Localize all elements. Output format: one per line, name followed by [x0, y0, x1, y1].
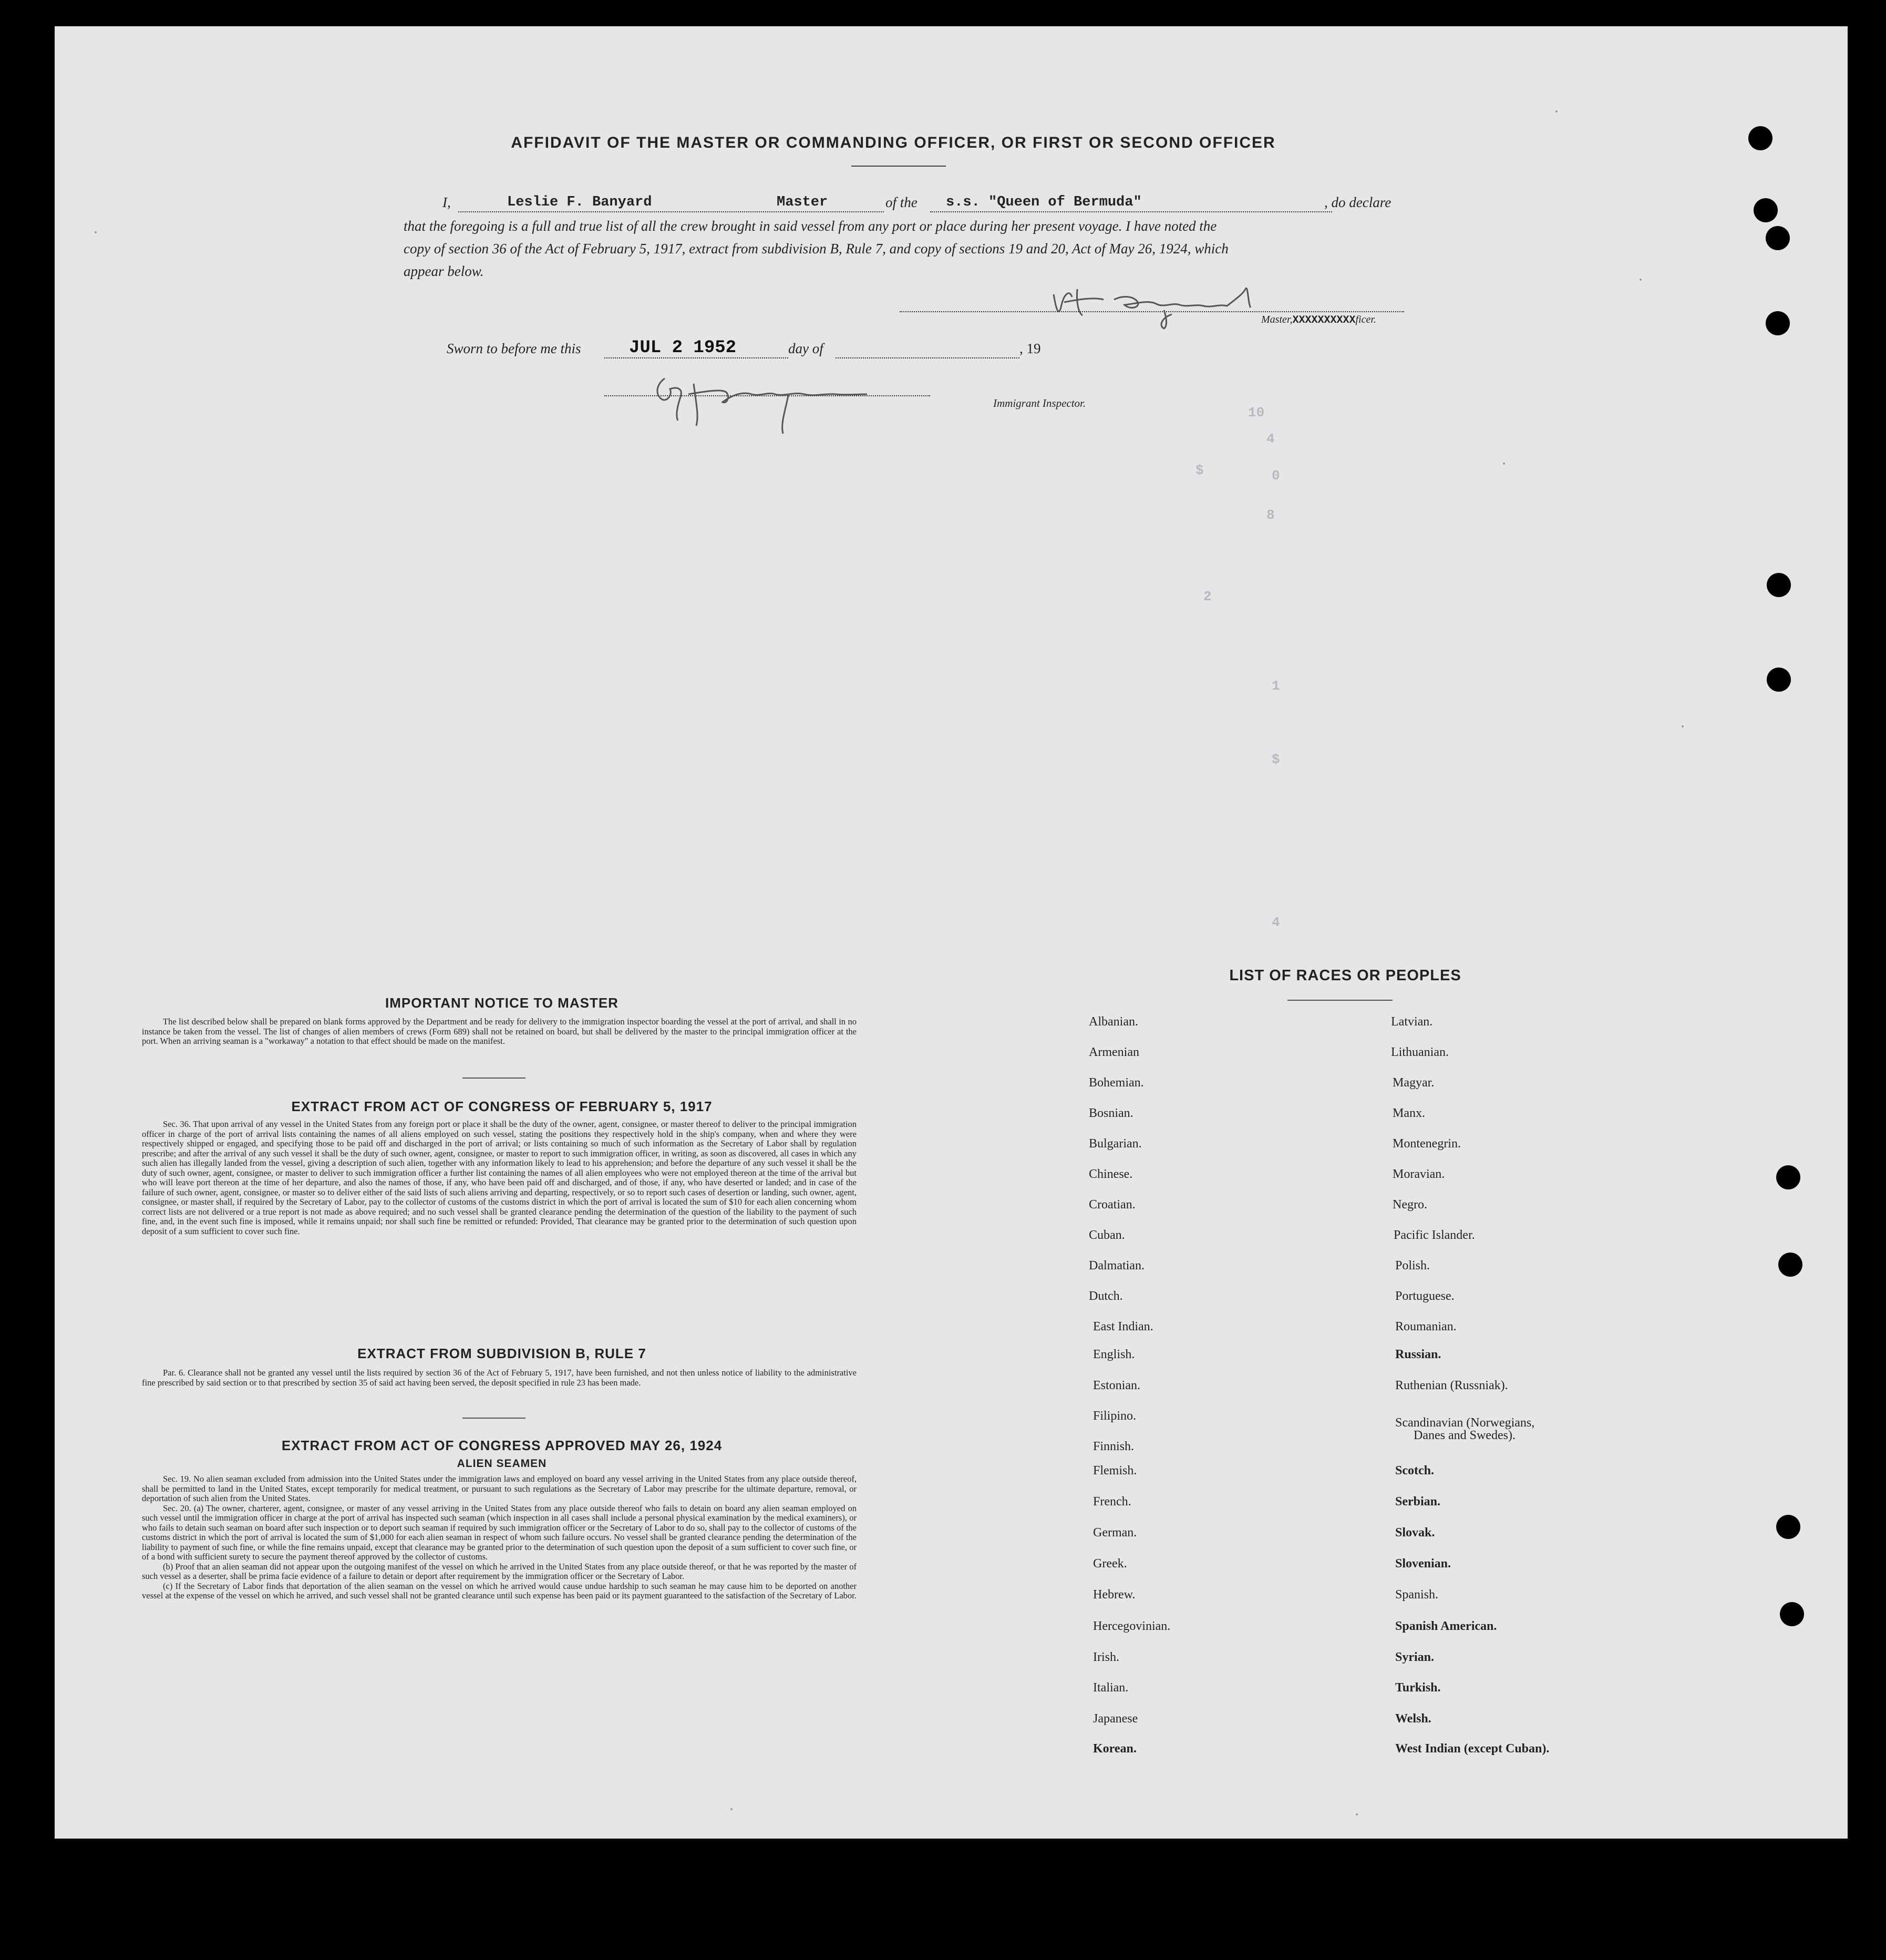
- race-right: Welsh.: [1395, 1712, 1431, 1726]
- race-right: Moravian.: [1393, 1167, 1445, 1181]
- race-left: German.: [1093, 1526, 1137, 1540]
- title-underline: [851, 166, 946, 167]
- race-left: Finnish.: [1093, 1440, 1135, 1453]
- race-right: Turkish.: [1395, 1681, 1441, 1695]
- race-left: Filipino.: [1093, 1409, 1137, 1423]
- bleed-through-mark: 1: [1272, 678, 1280, 694]
- race-right: Latvian.: [1391, 1015, 1433, 1029]
- race-right: Serbian.: [1395, 1495, 1441, 1509]
- section-divider: [462, 1078, 525, 1079]
- sworn-label: Sworn to before me this: [447, 341, 581, 356]
- notice-heading: IMPORTANT NOTICE TO MASTER: [385, 995, 619, 1011]
- declaration-line-1: that the foregoing is a full and true list of all the crew brought in said vessel from any port or place during her present voyage. I have noted the: [404, 218, 1217, 234]
- race-right: Slovak.: [1395, 1526, 1435, 1540]
- punch-hole: [1767, 573, 1791, 597]
- day-of-label: day of: [788, 341, 823, 356]
- notice-paragraph: The list described below shall be prepared on blank forms approved by the Department and be ready for delivery to the immigration inspector boarding the vessel at the port of arrival, and shall in no instance be taken from the vessel. The list of changes of alien members of crews (Form 689) shall not be retained on board, but shall be delivered by the master to the principal immigration officer at the port. When an arriving seaman is a "workaway" a notation to that effect should be made on the manifest.: [142, 1017, 857, 1046]
- rule-7-heading: EXTRACT FROM SUBDIVISION B, RULE 7: [357, 1346, 646, 1361]
- race-right: Slovenian.: [1395, 1557, 1451, 1571]
- sworn-date-stamp: JUL 2 1952: [629, 338, 737, 358]
- punch-hole: [1748, 126, 1772, 150]
- race-right: West Indian (except Cuban).: [1395, 1742, 1550, 1756]
- race-right: Scotch.: [1395, 1464, 1434, 1477]
- race-left: Bosnian.: [1089, 1106, 1133, 1120]
- sec-20a-paragraph: Sec. 20. (a) The owner, charterer, agent, consignee, or master of any vessel arriving in the United States from any place outside thereof who fails to detain on board any alien seaman employed on such vessel until the immigration officer in charge at the port of arrival has inspected such seaman (which inspection in all cases shall include a personal physical examination by the medical examiners), or who fails to detain such seaman on board after such inspection or to deport such seaman if required by such immigration officer or the Secretary of Labor to do so, shall pay to the collector of customs of the customs district in which the port of arrival is located the sum of $1,000 for each alien seaman in respect of whom such failure occurs. No vessel shall be granted clearance pending the determination of the liability to payment of such fine, or while the fine remains unpaid, except that clearance may be granted prior to the determination of such question upon the deposit of a sum sufficient to cover such fine, or of a bond with sufficient surety to secure the payment thereof approved by the collector of customs.: [142, 1503, 857, 1562]
- sec-20b-paragraph: (b) Proof that an alien seaman did not appear upon the outgoing manifest of the vessel on which he arrived in the United States from any place outside thereof, or that he was reported by the master of such vessel as a deserter, shall be prima facie evidence of a failure to detain or deport after requirement by the immigration officer or the Secretary of Labor.: [142, 1561, 857, 1581]
- race-left: Korean.: [1093, 1742, 1137, 1756]
- of-the-label: of the: [885, 194, 918, 210]
- bleed-through-mark: 4: [1272, 915, 1280, 930]
- master-name: Leslie F. Banyard: [507, 194, 652, 210]
- race-right: Scandinavian (Norwegians,: [1395, 1416, 1535, 1430]
- bleed-through-mark: 2: [1203, 589, 1212, 604]
- sec-19-paragraph: Sec. 19. No alien seaman excluded from admission into the United States under the immigration laws and employed on board any vessel arriving in the United States from any place outside thereof, shall be permitted to land in the United States, except temporarily for medical treatment, or pursuant to such regulations as the Secretary of Labor may prescribe for the ultimate departure, removal, or deportation of such alien from the United States.: [142, 1474, 857, 1503]
- race-left: Chinese.: [1089, 1167, 1133, 1181]
- master-caption-prefix: Master,: [1261, 314, 1293, 325]
- paper-speck: [1503, 463, 1505, 465]
- act-1924-text: [142, 1474, 857, 1601]
- paper-speck: [1640, 279, 1642, 281]
- race-right: Montenegrin.: [1393, 1137, 1461, 1151]
- struck-out-title: XXXXXXXXXX: [1292, 314, 1356, 326]
- race-left: French.: [1093, 1495, 1131, 1509]
- race-right: Negro.: [1393, 1198, 1427, 1212]
- master-rank: Master: [777, 194, 828, 210]
- races-title: LIST OF RACES OR PEOPLES: [1229, 967, 1461, 984]
- race-left: Estonian.: [1093, 1379, 1140, 1392]
- paper-speck: [1555, 110, 1558, 112]
- race-left: Armenian: [1089, 1045, 1139, 1059]
- race-right: Polish.: [1395, 1259, 1430, 1273]
- race-left: Hebrew.: [1093, 1588, 1136, 1602]
- punch-hole: [1767, 668, 1791, 692]
- inspector-signature: [646, 363, 893, 436]
- races-title-underline: [1287, 1000, 1393, 1001]
- paper-speck: [730, 1808, 733, 1810]
- race-right: Ruthenian (Russniak).: [1395, 1379, 1508, 1392]
- race-left: East Indian.: [1093, 1320, 1153, 1333]
- paper-speck: [95, 231, 97, 233]
- race-left: Irish.: [1093, 1650, 1119, 1664]
- race-left: Italian.: [1093, 1681, 1129, 1695]
- affidavit-title: AFFIDAVIT OF THE MASTER OR COMMANDING OFFICER, OR FIRST OR SECOND OFFICER: [511, 134, 1276, 151]
- bleed-through-mark: 8: [1266, 507, 1275, 523]
- bleed-through-mark: 4: [1266, 431, 1275, 447]
- race-right: Manx.: [1393, 1106, 1425, 1120]
- race-right: Spanish American.: [1395, 1619, 1497, 1633]
- bleed-through-mark: 0: [1272, 468, 1280, 484]
- race-right: Spanish.: [1395, 1588, 1439, 1602]
- race-left: Bulgarian.: [1089, 1137, 1142, 1151]
- bleed-through-mark: 10: [1248, 405, 1265, 420]
- par-6-paragraph: Par. 6. Clearance shall not be granted any vessel until the lists required by section 36 of the Act of February 5, 1917, have been furnished, and not then unless notice of liability to the administrative fine prescribed by said section or to that prescribed by section 35 of said act having been served, the deposit specified in rule 23 has been made.: [142, 1368, 857, 1388]
- master-signature: [1046, 273, 1266, 331]
- race-left: Dalmatian.: [1089, 1259, 1145, 1273]
- race-left: Bohemian.: [1089, 1076, 1144, 1090]
- race-left: Albanian.: [1089, 1015, 1138, 1029]
- punch-hole: [1780, 1602, 1804, 1626]
- race-left: Cuban.: [1089, 1228, 1125, 1242]
- act-1917-heading: EXTRACT FROM ACT OF CONGRESS OF FEBRUARY 5, 1917: [291, 1099, 713, 1114]
- race-right: Pacific Islander.: [1394, 1228, 1475, 1242]
- race-left: Flemish.: [1093, 1464, 1137, 1477]
- year-label: , 19: [1019, 341, 1041, 356]
- race-right: Syrian.: [1395, 1650, 1435, 1664]
- vessel-name: s.s. "Queen of Bermuda": [946, 194, 1142, 210]
- sec-36-paragraph: Sec. 36. That upon arrival of any vessel in the United States from any foreign port or place it shall be the duty of the owner, agent, consignee, or master thereof to deliver to the principal immigration officer in charge of the port of arrival lists containing the names of all aliens employed on such vessel, stating the positions they respectively hold in the ship's company, when and where they were respectively shipped or engaged, and specifying those to be paid off and discharged in the port of arrival; or lists containing so much of such information as the Secretary of Labor shall by regulation prescribe; and after the arrival of any such vessel it shall be the duty of such owner, agent, consignee, or master to report to such immigration officer, in writing, as soon as discovered, all cases in which any such alien has illegally landed from the vessel, giving a description of such alien, together with any information likely to lead to his apprehension; and before the departure of any such vessel it shall be the duty of such owner, agent, consignee, or master to deliver to such immigration officer a further list containing the names of all alien employees who were not employed thereon at the time of the arrival but who will leave port thereon at the time of her departure, and also the names of those, if any, who have been paid off and discharged, and of those, if any, who have deserted or landed; and in case of the failure of such owner, agent, consignee, or master so to deliver either of the said lists of such aliens arriving and departing, respectively, or so to report such cases of desertion or landing, such owner, agent, consignee, or master shall, if required by the Secretary of Labor, pay to the collector of customs of the customs district in which the port of arrival is located the sum of $10 for each alien concerning whom correct lists are not delivered or a true report is not made as above required; and no such vessel shall be granted clearance pending the determination of the question of the liability to the payment of such fine, and, in the event such fine is imposed, while it remains unpaid; nor shall such fine be remitted or refunded: Provided, That clearance may be granted prior to the determination of such question upon deposit of a sum sufficient to cover such fine.: [142, 1119, 857, 1236]
- race-right: Portuguese.: [1395, 1289, 1455, 1303]
- race-right: Magyar.: [1393, 1076, 1435, 1090]
- day-line: [836, 357, 1019, 358]
- declaration-line-2: copy of section 36 of the Act of February 5, 1917, extract from subdivision B, Rule 7, and copy of sections 19 and 20, Act of May 26, 1924, which: [404, 241, 1229, 256]
- bleed-through-mark: $: [1272, 752, 1280, 767]
- notice-text: [142, 1017, 857, 1046]
- race-left: Croatian.: [1089, 1198, 1136, 1212]
- punch-hole: [1754, 198, 1778, 222]
- name-line: [458, 211, 884, 212]
- punch-hole: [1778, 1253, 1802, 1277]
- race-right: Danes and Swedes).: [1414, 1429, 1516, 1442]
- act-1924-heading: EXTRACT FROM ACT OF CONGRESS APPROVED MAY 26, 1924: [281, 1438, 723, 1453]
- act-1917-text: [142, 1120, 857, 1236]
- sec-20c-paragraph: (c) If the Secretary of Labor finds that deportation of the alien seaman on the vessel on which he arrived would cause undue hardship to such seaman he may cause him to be deported on another vessel at the expense of the vessel on which he arrived, and such vessel shall not be granted clearance until such expense has been paid or its payment guaranteed to the satisfaction of the Secretary of Labor.: [142, 1581, 857, 1600]
- punch-hole: [1776, 1515, 1800, 1539]
- paper-speck: [1356, 1813, 1358, 1815]
- section-divider: [462, 1418, 525, 1419]
- declaration-line-3: appear below.: [404, 263, 484, 279]
- punch-hole: [1766, 226, 1790, 250]
- paper-speck: [1682, 725, 1684, 727]
- bleed-through-mark: $: [1196, 463, 1204, 478]
- punch-hole: [1766, 311, 1790, 335]
- race-left: English.: [1093, 1348, 1135, 1361]
- declarant-prefix: I,: [442, 194, 451, 210]
- vessel-line: [930, 211, 1332, 212]
- master-caption: [1261, 314, 1376, 326]
- race-left: Greek.: [1093, 1557, 1127, 1571]
- race-left: Japanese: [1093, 1712, 1138, 1726]
- master-caption-suffix: ficer.: [1355, 314, 1376, 325]
- punch-hole: [1776, 1165, 1800, 1189]
- race-left: Dutch.: [1089, 1289, 1123, 1303]
- alien-seamen-subheading: ALIEN SEAMEN: [457, 1458, 547, 1470]
- race-right: Russian.: [1395, 1348, 1441, 1361]
- rule-7-text: [142, 1368, 857, 1388]
- do-declare-label: , do declare: [1324, 194, 1392, 210]
- inspector-caption: Immigrant Inspector.: [993, 397, 1086, 409]
- race-right: Roumanian.: [1395, 1320, 1457, 1333]
- race-left: Hercegovinian.: [1093, 1619, 1171, 1633]
- race-right: Lithuanian.: [1391, 1045, 1449, 1059]
